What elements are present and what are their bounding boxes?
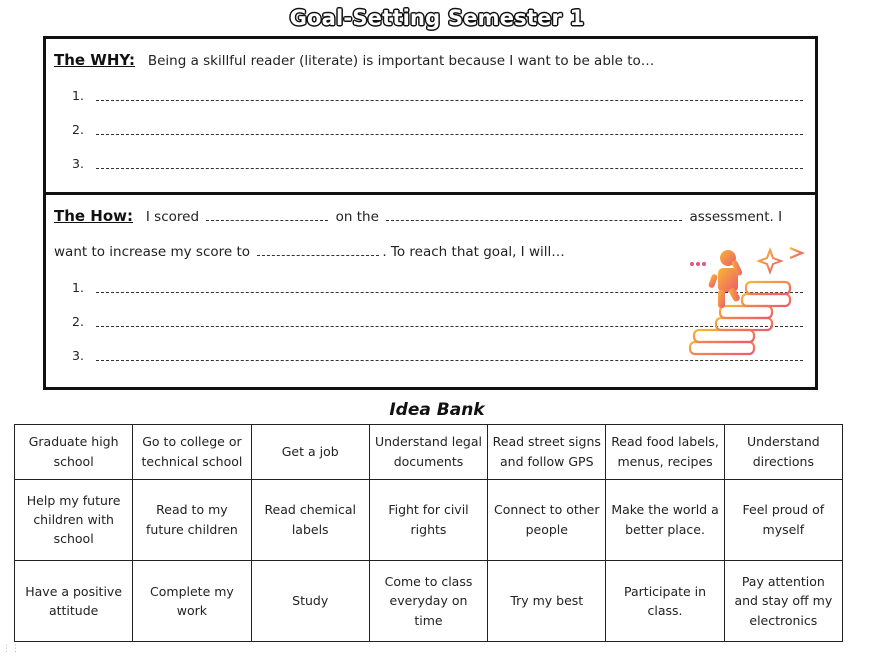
- why-item-number: 3.: [72, 156, 84, 171]
- assessment-blank[interactable]: [386, 219, 682, 221]
- idea-cell: Complete my work: [133, 560, 251, 641]
- how-text-1: I scored: [145, 209, 200, 225]
- idea-cell: Understand directions: [724, 425, 842, 480]
- table-row: [15, 560, 843, 641]
- why-item-1[interactable]: [72, 88, 803, 104]
- page-title: Goal-Setting Semester 1: [289, 6, 585, 30]
- table-row: [15, 479, 843, 560]
- how-item-number: 3.: [72, 348, 84, 363]
- idea-cell: Read street signs and follow GPS: [488, 425, 606, 480]
- why-line: [54, 51, 654, 69]
- idea-cell: Try my best: [488, 560, 606, 641]
- answer-line: [96, 168, 803, 169]
- how-item-number: 2.: [72, 314, 84, 329]
- why-heading: The WHY:: [54, 51, 135, 69]
- why-item-number: 1.: [72, 88, 84, 103]
- goal-frame: [43, 36, 818, 390]
- why-item-2[interactable]: [72, 122, 803, 138]
- how-heading: The How:: [54, 207, 134, 225]
- idea-cell: Graduate high school: [15, 425, 133, 480]
- why-prompt: Being a skillful reader (literate) is important because I want to be able to…: [147, 53, 655, 69]
- idea-cell: Go to college or technical school: [133, 425, 251, 480]
- idea-cell: Connect to other people: [488, 479, 606, 560]
- target-score-blank[interactable]: [257, 254, 379, 256]
- idea-cell: Feel proud of myself: [724, 479, 842, 560]
- idea-cell: Read to my future children: [133, 479, 251, 560]
- how-line-2: [54, 244, 565, 260]
- how-text-3: assessment. I: [689, 209, 783, 225]
- answer-line: [96, 100, 803, 101]
- why-item-3[interactable]: [72, 156, 803, 172]
- idea-cell: Read chemical labels: [251, 479, 369, 560]
- idea-cell: Fight for civil rights: [369, 479, 487, 560]
- why-item-number: 2.: [72, 122, 84, 137]
- goal-stairs-illustration-icon: [686, 244, 806, 364]
- answer-line: [96, 134, 803, 135]
- idea-cell: Study: [251, 560, 369, 641]
- idea-cell: Pay attention and stay off my electronics: [724, 560, 842, 641]
- how-item-number: 1.: [72, 280, 84, 295]
- idea-cell: Make the world a better place.: [606, 479, 724, 560]
- how-line-1: [54, 207, 782, 225]
- idea-bank-table: [14, 424, 843, 642]
- table-row: [15, 425, 843, 480]
- how-text-5: . To reach that goal, I will…: [382, 244, 565, 260]
- score-blank[interactable]: [206, 219, 328, 221]
- idea-cell: Help my future children with school: [15, 479, 133, 560]
- idea-cell: Participate in class.: [606, 560, 724, 641]
- idea-cell: Get a job: [251, 425, 369, 480]
- idea-cell: Have a positive attitude: [15, 560, 133, 641]
- resize-grip-icon: ⋮⋮: [2, 644, 20, 654]
- idea-cell: Come to class everyday on time: [369, 560, 487, 641]
- idea-cell: Understand legal documents: [369, 425, 487, 480]
- idea-cell: Read food labels, menus, recipes: [606, 425, 724, 480]
- section-divider: [46, 192, 815, 195]
- how-text-2: on the: [335, 209, 379, 225]
- idea-bank-title: Idea Bank: [389, 400, 485, 420]
- how-text-4: want to increase my score to: [54, 244, 251, 260]
